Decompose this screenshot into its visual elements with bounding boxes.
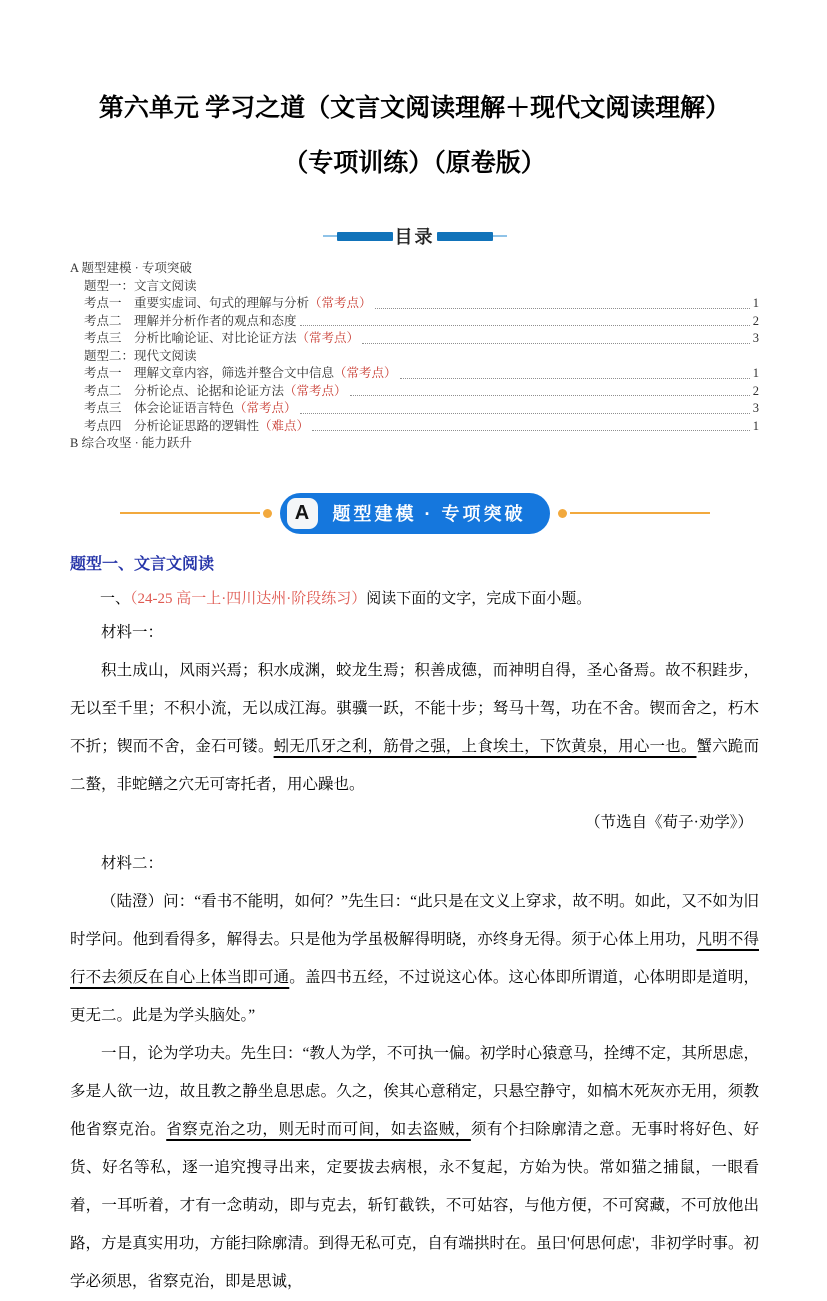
toc-entry-text: 考点二 理解并分析作者的观点和态度: [84, 313, 297, 328]
section-badge: [70, 493, 759, 534]
toc-entry: [70, 278, 759, 296]
badge-dot-right: [558, 509, 567, 518]
material2-p1-underlined-text: 凡明不得行不去须反在自心上体当即可通: [70, 930, 759, 986]
material2-paragraph-1: [70, 883, 759, 1035]
toc-dot-leader: [362, 343, 750, 344]
toc-entry-text: 考点三 体会论证语言特色: [84, 401, 235, 415]
toc-entry-page: 3: [752, 331, 759, 345]
question-rest: 阅读下面的文字，完成下面小题。: [366, 590, 592, 607]
toc-entry-text: A 题型建模 · 专项突破: [70, 261, 192, 275]
question-source: （24-25 高一上·四川达州·阶段练习）: [130, 590, 367, 607]
material1-text-post: 蟹六跪而二螯，非蛇鳝之穴无可寄托者，用心躁也。: [70, 737, 759, 793]
question-prefix: 一、: [100, 590, 131, 607]
badge-dot-left: [263, 509, 272, 518]
toc-entry-page: 3: [752, 401, 759, 415]
toc-entry-text: 题型一：文言文阅读: [84, 278, 197, 293]
toc-entry: [70, 365, 759, 383]
material2-label: 材料二：: [101, 854, 164, 872]
material2-p1-pre: （陆澄）问：“看书不能明，如何？”先生曰：“此只是在文义上穿求，故不明。如此，又不如为旧时学问。他到看得多，解得去。只是他为学虽极解得明晓，亦终身无得。须于心体上用功，: [70, 892, 759, 948]
toc-entry: [70, 313, 759, 331]
badge-label: 题型建模 · 专项突破: [332, 504, 526, 524]
toc-thin-line-right: [493, 235, 507, 237]
toc-list: [70, 260, 759, 453]
toc-entry: [70, 435, 759, 453]
toc-entry-text: 考点三 分析比喻论证、对比论证方法: [84, 331, 297, 345]
material2-p1-post: 。盖四书五经，不过说这心体。这心体即所谓道，心体明即是道明，更无二。此是为学头脑处。”: [70, 968, 759, 1024]
toc-bar-right: [437, 232, 493, 241]
material1-underlined-text: 蚓无爪牙之利，筋骨之强，上食埃土，下饮黄泉，用心一也。: [273, 737, 697, 755]
material2-p2-pre: 一日，论为学功夫。先生曰：“教人为学，不可执一偏。初学时心猿意马，拴缚不定，其所思虑，多是人欲一边，故且教之静坐息思虑。久之，俟其心意稍定，只悬空静守，如槁木死灰亦无用，须教他省察克治。: [70, 1044, 759, 1138]
material1-label: 材料一：: [101, 623, 164, 641]
toc-entry: [70, 260, 759, 278]
toc-dot-leader: [375, 308, 750, 309]
document-title: [70, 95, 759, 177]
toc-bar-left: [337, 232, 393, 241]
toc-entry-text: 考点一 理解文章内容，筛选并整合文中信息: [84, 366, 335, 380]
toc-dot-leader: [350, 395, 750, 396]
toc-entry-page: 2: [752, 313, 759, 328]
badge-pill: [280, 493, 550, 534]
toc-entry: [70, 348, 759, 366]
toc-entry-text: 题型二：现代文阅读: [84, 348, 197, 363]
material1-text-pre: 积土成山，风雨兴焉；积水成渊，蛟龙生焉；积善成德，而神明自得，圣心备焉。故不积跬步，无以至千里；不积小流，无以成江海。骐骥一跃，不能十步；驽马十驾，功在不舍。锲而舍之，朽木不折；锲而不舍，金石可镂。: [70, 661, 759, 755]
toc-entry: [70, 418, 759, 436]
toc-entry-tag: （难点）: [259, 418, 310, 433]
material2-paragraph-2: [70, 1035, 759, 1301]
toc-thin-line-left: [323, 235, 337, 237]
question-intro: [70, 587, 759, 611]
badge-line-right: [570, 512, 710, 514]
toc-entry: [70, 383, 759, 401]
badge-line-left: [120, 512, 260, 514]
toc-title: 目录: [394, 227, 435, 247]
toc-entry-tag: （常考点）: [284, 383, 347, 398]
toc-entry-page: 1: [752, 418, 759, 433]
toc-entry-page: 1: [752, 296, 759, 310]
section-heading: 题型一、文言文阅读: [70, 555, 215, 573]
toc-entry-text: B 综合攻坚 · 能力跃升: [70, 436, 192, 450]
toc-entry-text: 考点四 分析论证思路的逻辑性: [84, 418, 260, 433]
material2-p2-post: 须有个扫除廓清之意。无事时将好色、好货、好名等私，逐一追究搜寻出来，定要拔去病根，永不复起，方始为快。常如猫之捕鼠，一眼看着，一耳听着，才有一念萌动，即与克去，斩钉截铁，不可姑容，与他方便，不可窝藏，不可放他出路，方是真实用功，方能扫除廓清。到得无私可克，自有端拱时在。虽曰'何思何虑'，非初学时事。初学必须思，省察克治，即是思诚，: [70, 1120, 759, 1290]
toc-entry-tag: （常考点）: [296, 331, 360, 345]
title-line-1: 第六单元 学习之道（文言文阅读理解＋现代文阅读理解）: [98, 95, 731, 122]
toc-dot-leader: [400, 378, 750, 379]
toc-entry-text: 考点二 分析论点、论据和论证方法: [84, 383, 285, 398]
material2-p2-underlined-text: 省察克治之功，则无时而可间，如去盗贼，: [166, 1120, 471, 1138]
toc-entry-tag: （常考点）: [234, 401, 297, 415]
toc-entry-tag: （常考点）: [309, 296, 372, 310]
toc-header: [70, 223, 759, 249]
toc-entry: [70, 330, 759, 348]
toc-entry-page: 1: [752, 366, 759, 380]
material1-citation: （节选自《荀子·劝学》）: [585, 813, 753, 831]
toc-entry-page: 2: [752, 383, 759, 398]
toc-entry: [70, 400, 759, 418]
title-line-2: （专项训练）（原卷版）: [283, 149, 546, 177]
badge-letter: A: [287, 498, 318, 529]
toc-entry: [70, 295, 759, 313]
toc-entry-text: 考点一 重要实虚词、句式的理解与分析: [84, 296, 310, 310]
toc-dot-leader: [312, 430, 750, 431]
material1-paragraph: [70, 652, 759, 804]
toc-dot-leader: [300, 325, 750, 326]
toc-dot-leader: [300, 413, 750, 414]
toc-entry-tag: （常考点）: [334, 366, 397, 380]
